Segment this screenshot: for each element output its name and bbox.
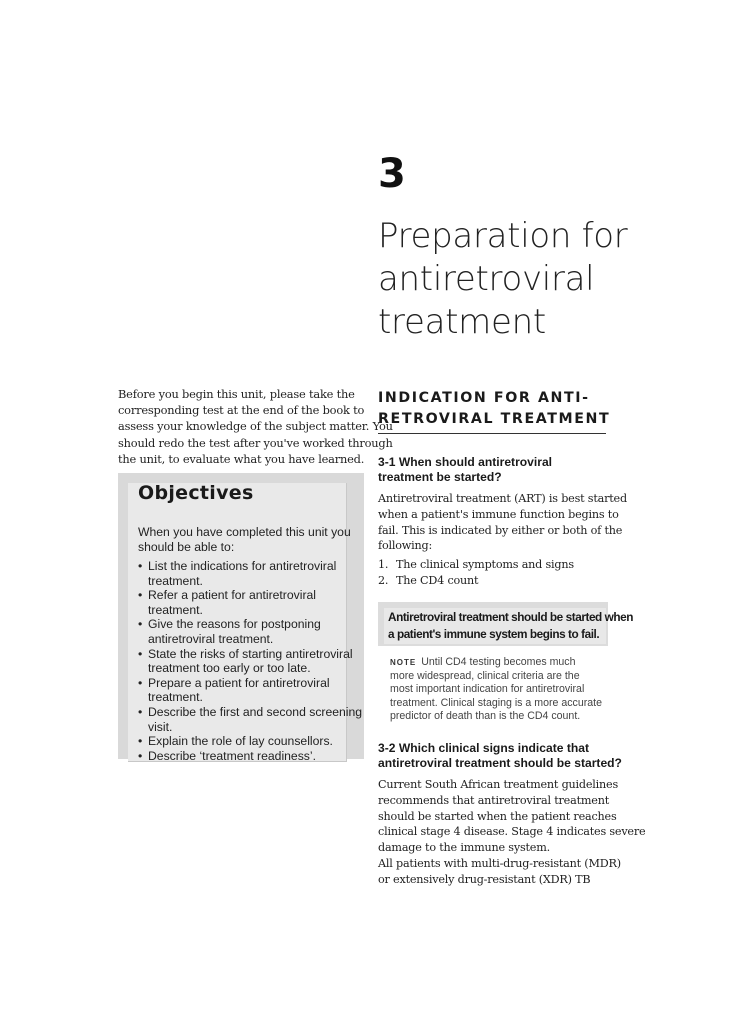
objective-line: treatment. [148,602,203,617]
section-heading-line: RETROVIRAL TREATMENT [378,411,611,427]
list-text: The CD4 count [396,573,479,587]
callout-line: Antiretroviral treatment should be started when [388,610,633,624]
objective-line: • Refer a patient for antiretroviral [148,588,316,603]
objective-line: antiretroviral treatment. [148,631,274,646]
chapter-number: 3 [378,151,406,197]
mdr-tb-paragraph [378,856,621,888]
objective-line: treatment too early or too late. [148,661,311,676]
answer-paragraph-3-1 [378,491,627,554]
note-line: treatment. Clinical staging is a more accurate [390,696,602,709]
note-label: NOTE [390,658,417,667]
question-heading-3-1 [378,455,608,485]
callout-line: a patient's immune system begins to fail. [388,627,600,641]
objectives-list [138,559,363,763]
objective-line: • Describe the first and second screening [148,704,363,719]
list-number: 2. [378,573,389,587]
objective-line: • State the risks of starting antiretroviral [148,646,353,661]
objective-item [138,647,353,676]
question-heading-line: treatment be started? [378,470,502,484]
objectives-intro-line: When you have completed this unit you [138,525,351,539]
objective-item [138,734,353,749]
answer-paragraph-3-2 [378,777,646,856]
list-item [378,557,574,573]
section-heading [378,388,611,434]
objective-line: • List the indications for antiretroviral [148,559,337,573]
intro-paragraph [118,386,393,467]
paragraph-line: All patients with multi-drug-resistant (MDR) [378,857,621,870]
note-line: most important indication for antiretroviral [390,683,585,695]
chapter-title-line: Preparation for [378,216,628,256]
paragraph-line: following: [378,539,433,553]
objective-line: visit. [148,719,173,734]
paragraph-line: recommends that antiretroviral treatment [378,793,610,807]
list-item [378,573,574,589]
list-text: The clinical symptoms and signs [396,558,574,571]
objective-line: • Give the reasons for postponing [148,617,321,632]
objective-item [138,749,353,764]
question-heading-line: 3-1 When should antiretroviral [378,455,553,469]
objective-item [138,588,353,617]
note-line: more widespread, clinical criteria are the [390,669,580,682]
intro-line: Before you begin this unit, please take the [118,387,355,401]
key-point-callout [378,602,633,646]
objective-item [138,676,353,705]
paragraph-line: damage to the immune system. [378,841,550,855]
paragraph-line: clinical stage 4 disease. Stage 4 indicates severe [378,825,646,839]
paragraph-line: Antiretroviral treatment (ART) is best started [378,492,627,505]
intro-line: the unit, to evaluate what you have learned. [118,451,365,466]
chapter-title-line: treatment [378,302,546,342]
paragraph-line: should be started when the patient reaches [378,809,617,823]
intro-line: assess your knowledge of the subject matter. You [118,419,393,434]
objectives-box [118,473,364,763]
objectives-title: Objectives [138,482,254,504]
objective-line: • Explain the role of lay counsellors. [148,734,333,749]
callout-panel [384,608,633,644]
question-heading-line: antiretroviral treatment should be started? [378,756,622,770]
paragraph-line: when a patient's immune function begins to [378,507,619,521]
intro-line: corresponding test at the end of the book to [118,403,365,418]
note-text: Until CD4 testing becomes much [421,656,576,668]
chapter-title [378,215,678,344]
objective-line: treatment. [148,573,203,588]
note-line: predictor of death than is the CD4 count. [390,710,581,722]
objective-line: • Describe ‘treatment readiness’. [148,748,316,763]
note-line [390,656,610,670]
objective-line: treatment. [148,690,203,705]
objectives-intro [138,525,351,554]
objective-item [138,704,363,734]
paragraph-line: fail. This is indicated by either or both of the [378,523,623,537]
note-block [390,656,610,724]
indication-list [378,557,574,589]
callout-text [388,609,633,643]
objective-item [138,617,353,646]
question-heading-line: 3-2 Which clinical signs indicate that [378,741,590,755]
paragraph-line: Current South African treatment guidelines [378,778,619,791]
objectives-intro-line: should be able to: [138,539,235,554]
chapter-title-line: antiretroviral [378,259,595,299]
question-heading-3-2 [378,741,622,771]
list-number: 1. [378,558,389,571]
objective-line: • Prepare a patient for antiretroviral [148,675,330,690]
objective-item [138,559,353,588]
section-heading-line: INDICATION FOR ANTI- [378,390,590,406]
intro-line: should redo the test after you've worked through [118,435,393,450]
paragraph-line: or extensively drug-resistant (XDR) TB [378,872,591,886]
